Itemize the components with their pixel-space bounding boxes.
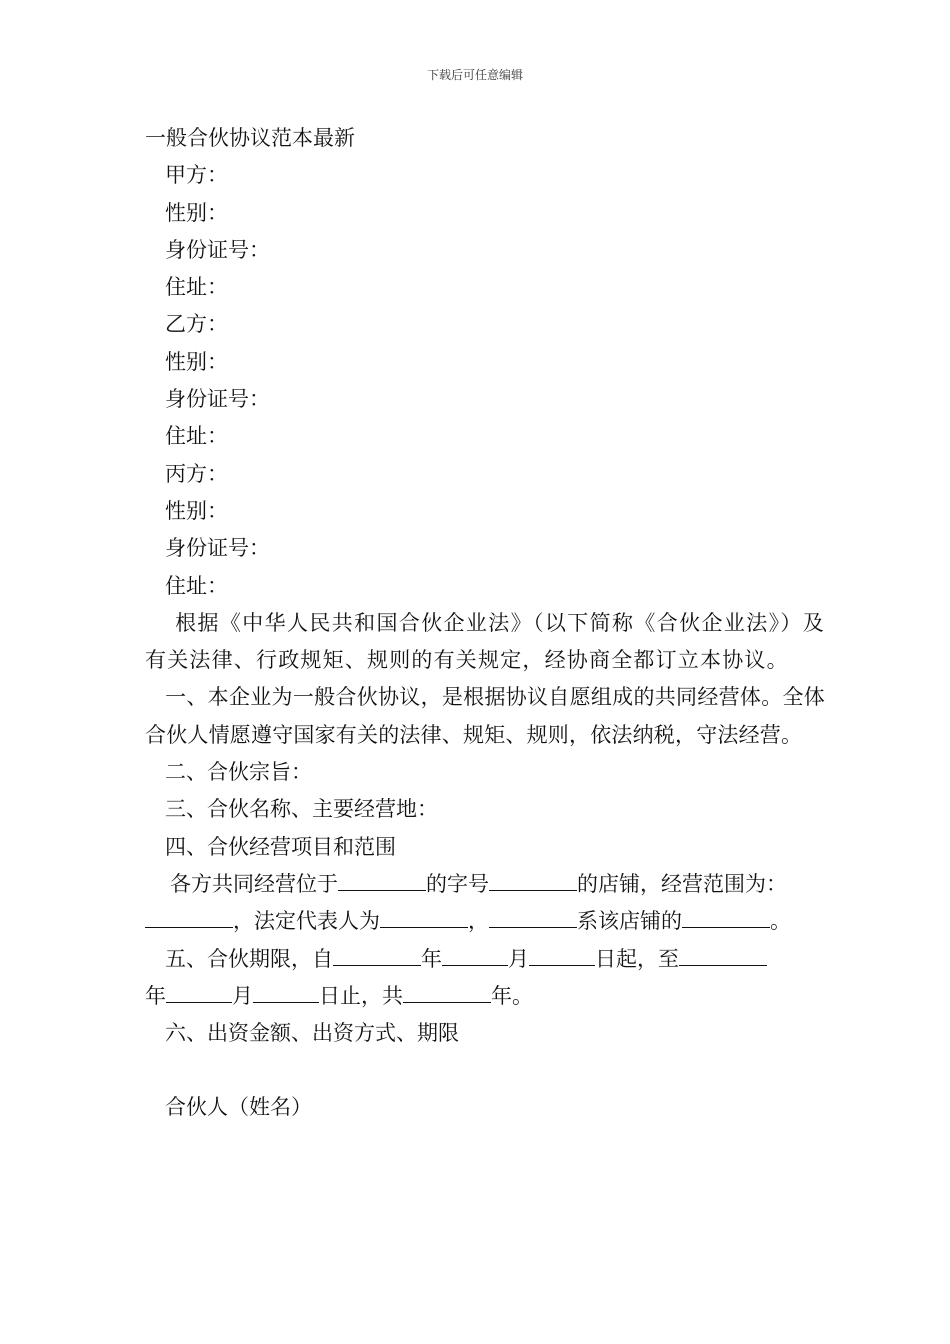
party-c-gender: 性别： (165, 498, 228, 523)
clause-4: 四、合伙经营项目和范围 (165, 834, 396, 859)
clause-1-text: 一、本企业为一般合伙协议，是根据协议自愿组成的共同经营体。全体合伙人情愿遵守国家有关的法律、规矩、规则，依法纳税，守法经营。 (145, 685, 825, 747)
legal-representative-blank[interactable] (380, 905, 468, 928)
party-a-gender: 性别： (165, 200, 228, 225)
party-a-id-number: 身份证号： (165, 237, 270, 262)
party-a-label: 甲方： (165, 163, 228, 188)
clause-5-text-2: 年 (421, 946, 442, 971)
clause-2: 二、合伙宗旨： (165, 760, 312, 785)
document-body (145, 120, 825, 1127)
party-b-label: 乙方： (165, 312, 228, 337)
clause-6: 六、出资金额、出资方式、期限 (165, 1021, 459, 1046)
party-b-gender: 性别： (165, 349, 228, 374)
preamble-paragraph (145, 605, 825, 680)
end-day-blank[interactable] (253, 980, 319, 1003)
clause-4-text-2: 的字号 (426, 871, 489, 896)
end-year-blank[interactable] (679, 943, 767, 966)
start-day-blank[interactable] (529, 943, 595, 966)
clause-5-text-1: 五、合伙期限，自 (165, 946, 333, 971)
business-scope-blank[interactable] (145, 905, 233, 928)
clause-5-text-3: 月 (508, 946, 529, 971)
clause-5-text-4: 日起，至 (595, 946, 679, 971)
end-month-blank[interactable] (166, 980, 232, 1003)
clause-3: 三、合伙名称、主要经营地： (165, 797, 438, 822)
clause-5-text-7: 日止，共 (319, 983, 403, 1008)
clause-5-line-2 (145, 978, 825, 1015)
total-years-blank[interactable] (403, 980, 491, 1003)
clause-4-detail-line-1 (145, 866, 825, 903)
start-month-blank[interactable] (442, 943, 508, 966)
location-blank[interactable] (338, 868, 426, 891)
party-a-address: 住址： (165, 275, 228, 300)
clause-4-detail-line-2 (145, 903, 825, 940)
document-title: 一般合伙协议范本最新 (145, 126, 355, 150)
party-c-id-number: 身份证号： (165, 536, 270, 561)
clause-5-text-5: 年 (145, 983, 166, 1008)
party-c-label: 丙方： (165, 461, 228, 486)
shop-name-blank[interactable] (489, 868, 577, 891)
clause-4-text-7: 。 (770, 909, 791, 934)
clause-4-text-5: ， (468, 909, 489, 934)
start-year-blank[interactable] (333, 943, 421, 966)
preamble-text: 根据《中华人民共和国合伙企业法》（以下简称《合伙企业法》）及有关法律、行政规矩、规则的有关规定，经协商全都订立本协议。 (145, 610, 825, 673)
clause-5-line-1 (145, 941, 825, 978)
clause-5-text-8: 年。 (491, 983, 533, 1008)
spacer (145, 1052, 825, 1089)
party-b-id-number: 身份证号： (165, 387, 270, 412)
page-header: 下载后可任意编辑 (426, 68, 523, 82)
party-b-address: 住址： (165, 424, 228, 449)
clause-4-text-3: 的店铺，经营范围为： (577, 871, 787, 896)
clause-4-text-4: ，法定代表人为 (233, 909, 380, 934)
partner-name-label: 合伙人（姓名） (165, 1095, 312, 1120)
role-blank[interactable] (682, 905, 770, 928)
clause-1-paragraph (145, 679, 825, 754)
party-c-address: 住址： (165, 573, 228, 598)
clause-5-text-6: 月 (232, 983, 253, 1008)
clause-4-text-1: 各方共同经营位于 (170, 871, 338, 896)
clause-4-text-6: 系该店铺的 (577, 909, 682, 934)
person-blank[interactable] (489, 905, 577, 928)
